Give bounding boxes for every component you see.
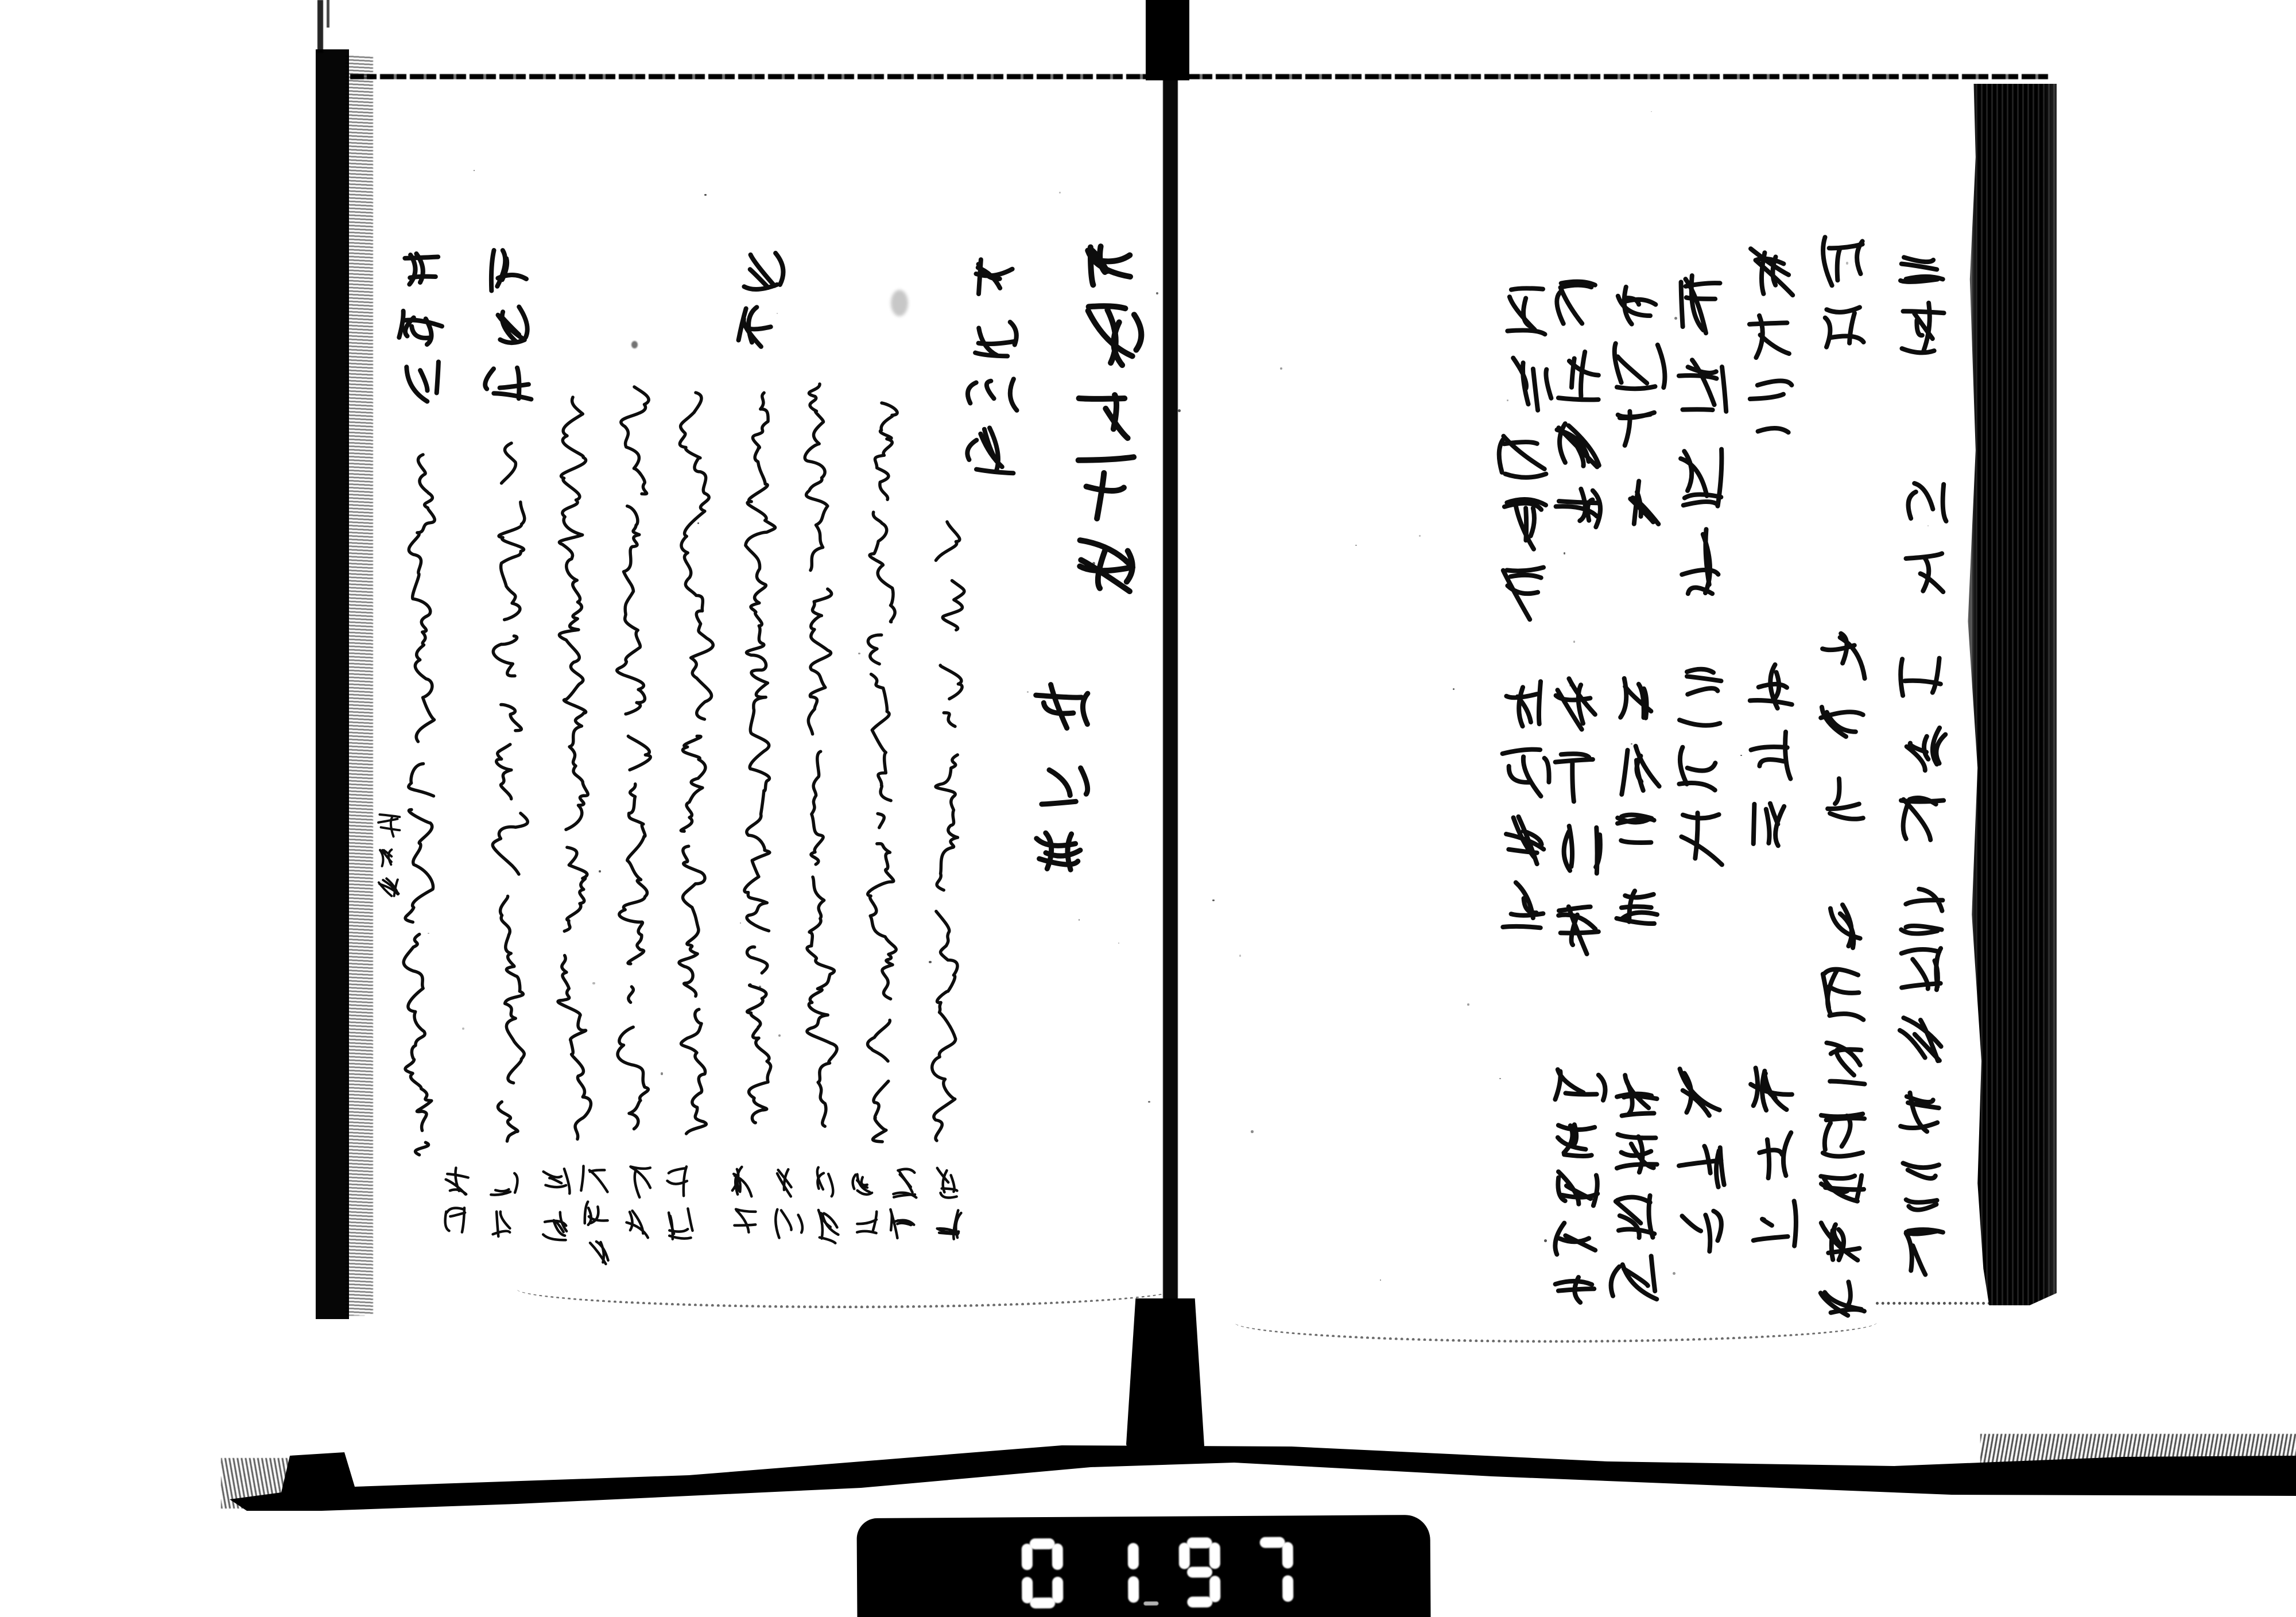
topic-item xyxy=(1551,1063,1604,1316)
section-heading xyxy=(398,247,448,410)
scan-speck xyxy=(1148,1101,1150,1103)
volume-title-text xyxy=(1073,223,1141,607)
ink-smudge xyxy=(891,290,908,316)
author-name-text xyxy=(890,1162,919,1245)
author-name-text xyxy=(812,1162,841,1245)
poem-column xyxy=(554,395,591,1139)
topic-item-text xyxy=(1744,240,1797,443)
scan-speck xyxy=(1846,262,1848,264)
author-name xyxy=(487,1162,516,1245)
scan-speck xyxy=(1467,1003,1469,1006)
topic-item-text xyxy=(1816,1108,1869,1324)
author-name-text xyxy=(624,1162,653,1245)
part-title-text xyxy=(1031,674,1091,886)
scan-speck xyxy=(1380,1279,1381,1281)
scan-speck xyxy=(1280,367,1282,370)
author-name-text xyxy=(665,1162,693,1245)
scan-speck xyxy=(1673,1272,1676,1275)
topic-item-text xyxy=(1551,670,1604,964)
scan-speck xyxy=(1651,111,1652,113)
scan-speck xyxy=(1156,292,1158,294)
author-name-text xyxy=(487,1162,516,1245)
topic-item xyxy=(1816,228,1869,364)
left-page-bottom-edge xyxy=(517,1270,1177,1308)
scan-speck xyxy=(462,1027,464,1030)
segment-e xyxy=(1022,1577,1033,1603)
counter-digit-1 xyxy=(1097,1536,1140,1610)
author-name-text xyxy=(583,1162,611,1269)
counter-digit-9 xyxy=(1178,1535,1221,1609)
topic-item xyxy=(1611,669,1663,940)
cradle-hair-right xyxy=(1980,1434,2296,1469)
scan-speck xyxy=(1079,919,1080,920)
topic-item-text xyxy=(1816,228,1869,364)
section-heading xyxy=(732,247,782,356)
author-name xyxy=(934,1162,963,1245)
calligraphy-strokes xyxy=(929,519,965,1139)
topic-item-text xyxy=(1816,894,1869,1098)
topic-item-text xyxy=(1611,1062,1663,1310)
author-name xyxy=(890,1162,919,1245)
segment-d xyxy=(1030,1597,1055,1608)
topic-item xyxy=(1895,647,1948,851)
page-label-text xyxy=(376,812,402,902)
segment-b xyxy=(1282,1542,1293,1568)
topic-item-text xyxy=(1551,274,1604,545)
poem-column xyxy=(801,382,838,1126)
spine-top-bar xyxy=(1146,0,1189,80)
section-heading xyxy=(967,250,1019,479)
section-heading-text xyxy=(732,247,782,356)
topic-item xyxy=(1895,227,1948,362)
scan-speck xyxy=(1092,562,1095,565)
topic-item-text xyxy=(1498,670,1550,941)
calligraphy-strokes xyxy=(616,385,653,1129)
author-name xyxy=(812,1162,841,1245)
topic-item xyxy=(1611,267,1663,538)
author-name-text xyxy=(442,1162,471,1245)
calligraphy-strokes xyxy=(739,380,775,1124)
topic-item-text xyxy=(1498,280,1550,630)
segment-a xyxy=(1187,1537,1212,1548)
scan-speck xyxy=(1239,955,1241,956)
scan-speck xyxy=(1507,400,1508,401)
counter-scratch xyxy=(1143,1602,1158,1606)
topic-item-text xyxy=(1674,1062,1727,1265)
topic-item-text xyxy=(1895,227,1948,362)
poem-column xyxy=(929,519,965,1139)
author-name xyxy=(442,1162,471,1245)
author-name xyxy=(731,1162,760,1245)
topic-item-text xyxy=(1895,647,1948,851)
topic-item-text xyxy=(1895,873,1948,1143)
scan-speck xyxy=(1453,688,1455,690)
right-page-bottom-edge-2 xyxy=(1876,1302,1991,1305)
topic-item xyxy=(1744,1053,1797,1257)
left-page-edge-band xyxy=(316,49,349,1319)
part-title xyxy=(1031,674,1091,886)
author-name-text xyxy=(541,1162,569,1245)
scan-speck xyxy=(474,170,475,171)
segment-d xyxy=(1187,1596,1212,1607)
topic-item xyxy=(1895,873,1948,1143)
scan-speck xyxy=(1927,525,1929,526)
segment-f xyxy=(1022,1544,1033,1570)
author-name xyxy=(583,1162,611,1269)
topic-item xyxy=(1744,656,1797,859)
scan-speck xyxy=(1674,317,1677,320)
segment-a xyxy=(1030,1538,1055,1549)
segment-c xyxy=(1128,1576,1139,1603)
left-page-edge-speckle xyxy=(346,55,373,1316)
scan-speck xyxy=(1499,1078,1501,1080)
segment-b xyxy=(1052,1544,1063,1570)
calligraphy-strokes xyxy=(863,401,900,1145)
author-name xyxy=(850,1162,879,1245)
left-edge-top-streak2 xyxy=(327,0,329,28)
author-name-text xyxy=(850,1162,879,1245)
scan-speck xyxy=(1178,409,1181,412)
segment-c xyxy=(1282,1575,1293,1602)
topic-item-text xyxy=(1895,475,1948,611)
topic-item-text xyxy=(1816,623,1869,826)
calligraphy-strokes xyxy=(554,395,591,1139)
segment-a xyxy=(1260,1537,1285,1548)
counter-box xyxy=(856,1515,1430,1617)
scan-speck xyxy=(929,961,931,963)
author-name xyxy=(665,1162,693,1245)
calligraphy-strokes xyxy=(405,452,441,1155)
segment-g xyxy=(1187,1566,1212,1577)
volume-title xyxy=(1073,223,1141,607)
section-heading xyxy=(487,244,536,408)
poem-column xyxy=(677,390,714,1134)
poem-column xyxy=(863,401,900,1145)
section-heading-text xyxy=(487,244,536,408)
author-name xyxy=(773,1162,802,1245)
topic-item xyxy=(1816,894,1869,1098)
scan-speck xyxy=(858,653,860,654)
topic-item xyxy=(1895,1151,1948,1286)
poem-column xyxy=(616,385,653,1129)
topic-item-text xyxy=(1551,1063,1604,1316)
topic-item xyxy=(1816,1108,1869,1324)
scan-speck xyxy=(1251,1130,1253,1133)
right-page-edge-streaks xyxy=(1960,84,2057,1305)
topic-item xyxy=(1895,475,1948,611)
topic-item-text xyxy=(1895,1151,1948,1286)
topic-item xyxy=(1611,1062,1663,1310)
topic-item xyxy=(1551,274,1604,545)
scan-speck xyxy=(777,313,778,314)
topic-item-text xyxy=(1674,261,1727,606)
scan-speck xyxy=(1059,192,1061,193)
left-edge-top-streak xyxy=(317,0,323,53)
scan-speck xyxy=(704,194,707,196)
topic-item-text xyxy=(1744,1053,1797,1257)
topic-item xyxy=(1674,660,1727,875)
scan-speck xyxy=(778,1034,781,1037)
scan-speck xyxy=(1564,552,1565,554)
topic-item-text xyxy=(1674,660,1727,875)
scan-speck xyxy=(1212,899,1214,901)
segment-b xyxy=(1209,1542,1220,1569)
cradle-hair-left xyxy=(221,1458,298,1509)
poem-column xyxy=(405,452,441,1155)
ink-dot xyxy=(631,341,638,348)
calligraphy-strokes xyxy=(677,390,714,1134)
calligraphy-strokes xyxy=(493,441,530,1143)
topic-item xyxy=(1551,670,1604,964)
topic-item-text xyxy=(1611,669,1663,940)
author-name-text xyxy=(731,1162,760,1245)
counter-digit-7 xyxy=(1251,1535,1294,1608)
scan-speck xyxy=(1118,943,1119,944)
section-heading-text xyxy=(967,250,1019,479)
scan-speck xyxy=(661,1072,664,1075)
topic-item-text xyxy=(1611,267,1663,538)
author-name-text xyxy=(773,1162,802,1245)
scan-speck xyxy=(1573,641,1576,643)
scan-speck xyxy=(592,982,595,984)
poem-column xyxy=(739,380,775,1124)
poem-column xyxy=(493,441,530,1143)
section-heading-text xyxy=(398,247,448,410)
book-gutter-line xyxy=(1163,77,1178,1302)
topic-item xyxy=(1498,670,1550,941)
scan-speck xyxy=(1355,545,1356,546)
author-name-text xyxy=(934,1162,963,1245)
scan-speck xyxy=(1419,535,1421,537)
segment-f xyxy=(1179,1543,1190,1569)
topic-item xyxy=(1498,280,1550,630)
page-label xyxy=(376,812,402,902)
author-name xyxy=(624,1162,653,1245)
topic-item xyxy=(1674,261,1727,606)
author-name xyxy=(541,1162,569,1245)
calligraphy-strokes xyxy=(801,382,838,1126)
topic-item xyxy=(1674,1062,1727,1265)
topic-item xyxy=(1816,623,1869,826)
counter-digit-0 xyxy=(1021,1537,1064,1610)
scan-speck xyxy=(599,870,601,873)
topic-item xyxy=(1744,240,1797,443)
scan-speck xyxy=(1027,691,1029,693)
topic-item-text xyxy=(1744,656,1797,859)
scan-speck xyxy=(697,522,699,524)
scan-speck xyxy=(1544,1239,1547,1242)
segment-b xyxy=(1128,1543,1139,1569)
